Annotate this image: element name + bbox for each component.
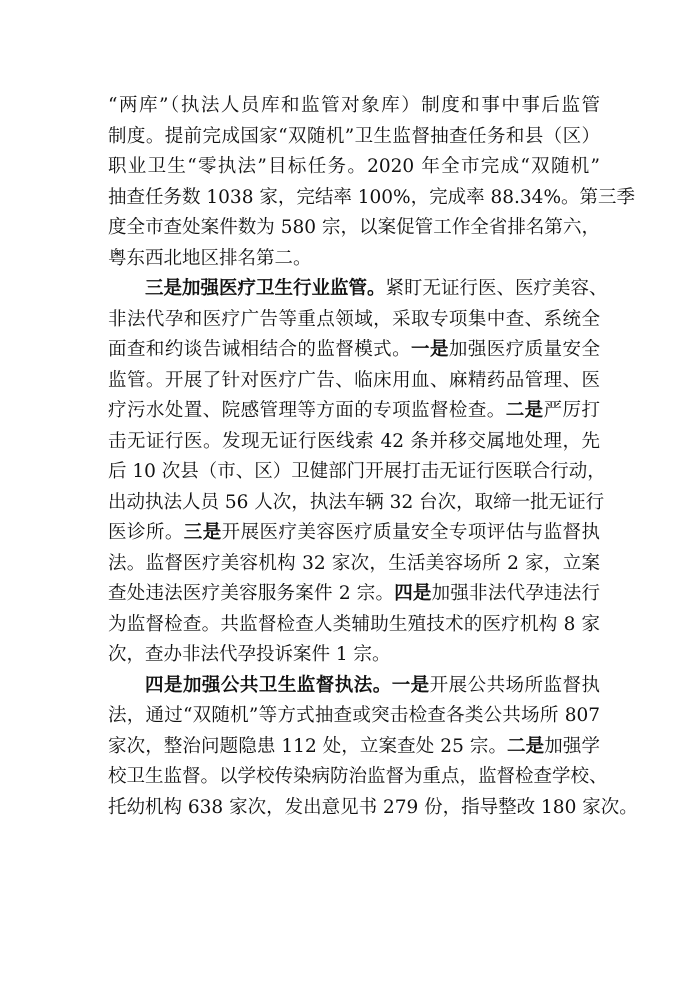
item-marker: 四是 <box>394 583 432 604</box>
line-text: 职业卫生“零执法”目标任务。2020 年全市完成“双随机” <box>108 156 600 177</box>
line-text: 法，通过“双随机”等方式抽查或突击检查各类公共场所 807 <box>108 705 600 726</box>
paragraph-line <box>108 152 600 183</box>
item-marker: 二是 <box>507 735 545 757</box>
line-text: 出动执法人员 56 人次，执法车辆 32 台次，取缔一批无证行 <box>108 491 605 513</box>
line-text: 开展公共场所监督执 <box>429 674 600 696</box>
line-text: 加强学 <box>544 735 600 757</box>
line-text: 加强医疗质量安全 <box>448 339 600 360</box>
line-text: 紧盯无证行医、医疗美容、 <box>385 278 608 299</box>
paragraph-line <box>108 396 600 427</box>
paragraph-line <box>108 366 600 397</box>
line-text: 度全市查处案件数为 580 宗，以案促管工作全省排名第六， <box>108 217 600 238</box>
paragraph-line <box>108 610 600 641</box>
paragraph-line <box>108 518 600 549</box>
paragraph-line <box>108 793 638 824</box>
paragraph-line <box>108 335 600 366</box>
line-text: 监管。开展了针对医疗广告、临床用血、麻精药品管理、医 <box>108 369 600 391</box>
paragraph-line <box>108 274 608 305</box>
line-text: 严厉打 <box>543 400 600 421</box>
item-marker: 一是 <box>411 339 449 360</box>
line-text: 开展医疗美容医疗质量安全专项评估与监督执 <box>221 522 600 543</box>
line-text: 查处违法医疗美容服务案件 2 宗。 <box>108 583 395 604</box>
line-text: 法。监督医疗美容机构 32 家次，生活美容场所 2 家，立案 <box>108 552 600 574</box>
paragraph-line <box>108 762 608 793</box>
paragraph-line <box>108 671 600 702</box>
line-text: 家次，整治问题隐患 112 处，立案查处 25 宗。 <box>108 735 508 757</box>
line-text: 疗污水处置、院感管理等方面的专项监督检查。 <box>108 400 506 421</box>
paragraph-line <box>108 732 600 763</box>
item-marker: 二是 <box>505 400 544 421</box>
line-text: 次，查办非法代孕投诉案件 1 宗。 <box>108 644 391 665</box>
paragraph-line <box>108 244 600 275</box>
line-text: “两库”（执法人员库和监管对象库）制度和事中事后监管 <box>108 95 600 116</box>
line-text: 托幼机构 638 家次，发出意见书 279 份，指导整改 180 家次。 <box>108 796 638 818</box>
paragraph-line <box>108 305 600 336</box>
document-body <box>108 91 638 823</box>
line-text: 非法代孕和医疗广告等重点领域，采取专项集中查、系统全 <box>108 308 600 330</box>
paragraph-line <box>108 640 600 671</box>
line-text: 击无证行医。发现无证行医线索 42 条并移交属地处理，先 <box>108 430 600 452</box>
line-text: 粤东西北地区排名第二。 <box>108 247 312 269</box>
line-text: 制度。提前完成国家“双随机”卫生监督抽查任务和县（区） <box>108 125 600 147</box>
paragraph-line <box>108 701 600 732</box>
line-text: 加强非法代孕违法行 <box>431 583 600 604</box>
line-text: 面查和约谈告诫相结合的监督模式。 <box>108 339 412 360</box>
paragraph-line <box>108 457 606 488</box>
line-text: 抽查任务数 1038 家，完结率 100%，完成率 88.34%。第三季 <box>108 186 636 208</box>
paragraph-line <box>108 549 600 580</box>
line-text: 为监督检查。共监督检查人类辅助生殖技术的医疗机构 8 家 <box>108 613 600 635</box>
line-text: 后 10 次县（市、区）卫健部门开展打击无证行医联合行动， <box>108 461 606 482</box>
paragraph-line <box>108 122 600 153</box>
line-text: 医诊所。 <box>108 522 184 543</box>
paragraph-line <box>108 91 600 122</box>
section-heading: 三是加强医疗卫生行业监管。 <box>145 278 386 299</box>
item-marker: 一是 <box>391 674 430 696</box>
paragraph-line <box>108 183 636 214</box>
section-heading: 四是加强公共卫生监督执法。 <box>145 674 392 696</box>
paragraph-line <box>108 213 600 244</box>
line-text: 校卫生监督。以学校传染病防治监督为重点，监督检查学校、 <box>108 766 608 787</box>
paragraph-line <box>108 427 600 458</box>
paragraph-line <box>108 488 605 519</box>
item-marker: 三是 <box>183 522 222 543</box>
paragraph-line <box>108 579 600 610</box>
